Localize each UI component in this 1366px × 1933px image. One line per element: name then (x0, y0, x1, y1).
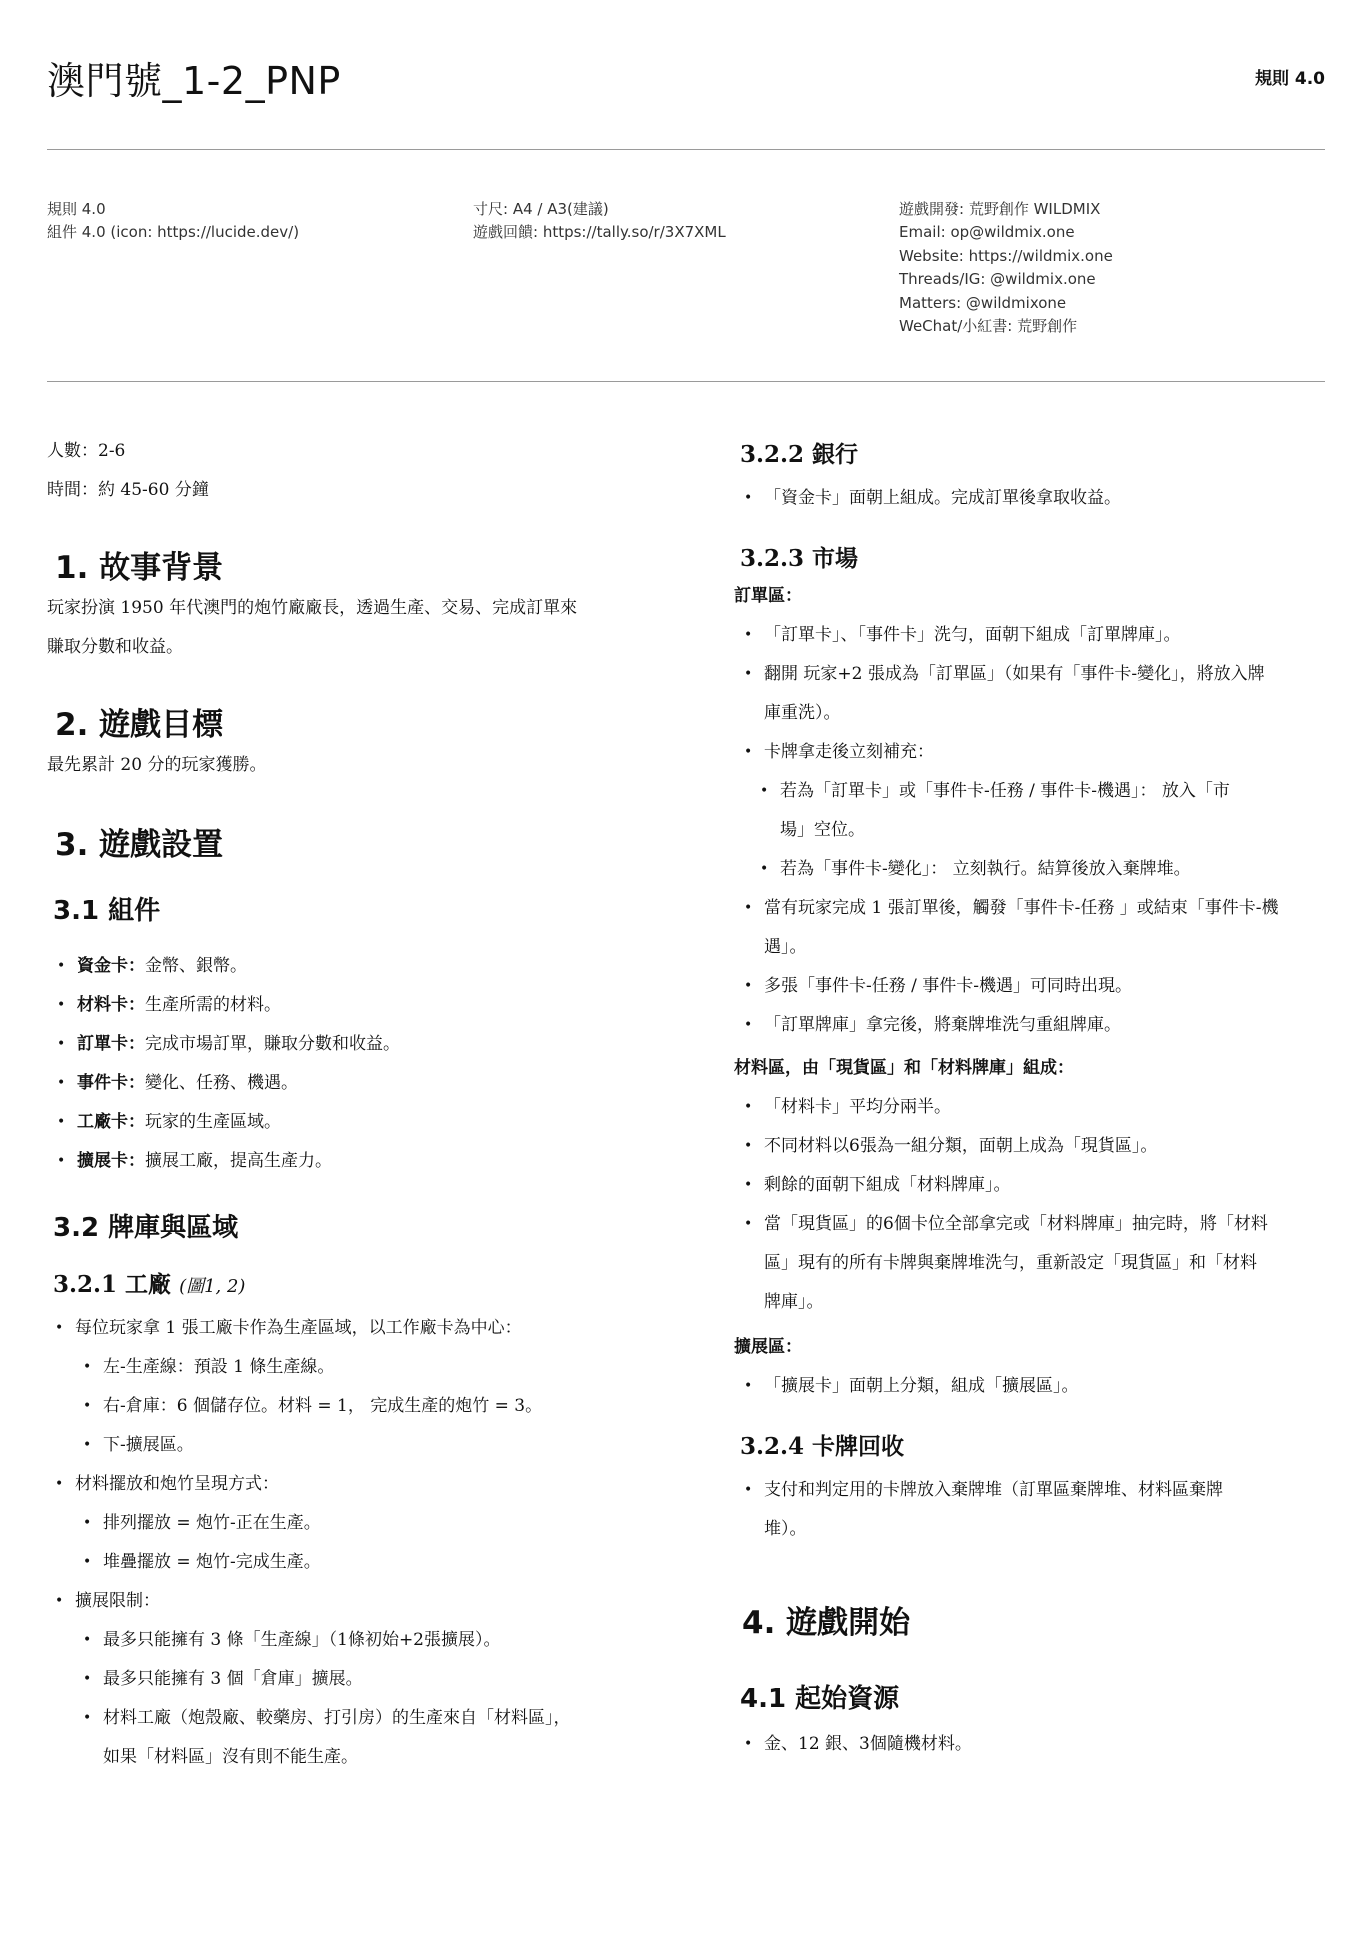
list-item: • 卡牌拿走後立刻補充： (764, 733, 1334, 772)
section-2-heading: 2. 遊戲目標 (55, 707, 224, 743)
meta-size-column (473, 198, 726, 245)
play-time: 時間：約 45-60 分鐘 (47, 480, 209, 500)
section-1-heading: 1. 故事背景 (55, 550, 224, 586)
version-label: 規則 4.0 (1254, 69, 1325, 89)
list-item: • 資金卡：金幣、銀幣。 (77, 947, 647, 986)
section-3-2-2-heading: 3.2.2 銀行 (740, 441, 859, 468)
list-item: • 擴展限制： (75, 1582, 647, 1621)
section-3-2-4-heading: 3.2.4 卡牌回收 (740, 1433, 905, 1460)
list-item: • 材料卡：生產所需的材料。 (77, 986, 647, 1025)
section-3-heading: 3. 遊戲設置 (55, 827, 224, 863)
section-4-1-heading: 4.1 起始資源 (740, 1684, 900, 1714)
material-list (764, 1088, 1334, 1322)
list-item: • 當「現貨區」的6個卡位全部拿完或「材料牌庫」抽完時，將「材料 區」現有的所有卡牌與棄牌堆洗勻，重新設定「現貨區」和「材料 牌庫」。 (764, 1205, 1334, 1322)
section-4-heading: 4. 遊戲開始 (742, 1605, 911, 1641)
story-text-line: 賺取分數和收益。 (47, 637, 183, 657)
order-list (764, 616, 1334, 1045)
list-item: • 若為「訂單卡」或「事件卡-任務 / 事件卡-機遇」： 放入「市 場」空位。 (780, 772, 1334, 850)
expansion-area-label: 擴展區： (734, 1337, 802, 1357)
meta-line: 遊戲回饋: https://tally.so/r/3X7XML (473, 223, 726, 242)
list-item: • 材料工廠（炮殼廠、較藥房、打引房）的生產來自「材料區」， 如果「材料區」沒有則不能生產。 (103, 1699, 647, 1777)
meta-line: WeChat/小紅書: 荒野創作 (899, 317, 1078, 336)
meta-line: Website: https://wildmix.one (899, 246, 1113, 265)
meta-line: 遊戲開發: 荒野創作 WILDMIX (899, 200, 1101, 218)
goal-text: 最先累計 20 分的玩家獲勝。 (47, 755, 267, 775)
header-divider (47, 149, 1325, 150)
right-column (734, 432, 1334, 1764)
list-item: • 若為「事件卡-變化」： 立刻執行。結算後放入棄牌堆。 (780, 850, 1334, 889)
list-item: • 金、12 銀、3個隨機材料。 (764, 1725, 1334, 1764)
meta-line: 寸尺: A4 / A3(建議) (473, 200, 609, 218)
meta-developer-column (899, 198, 1113, 338)
meta-line: Threads/IG: @wildmix.one (899, 270, 1096, 289)
factory-list (75, 1309, 647, 1777)
list-item: • 不同材料以6張為一組分類，面朝上成為「現貨區」。 (764, 1127, 1334, 1166)
list-item: • 擴展卡：擴展工廠，提高生產力。 (77, 1142, 647, 1181)
list-item: • 材料擺放和炮竹呈現方式： (75, 1465, 647, 1504)
list-item: • 訂單卡：完成市場訂單，賺取分數和收益。 (77, 1025, 647, 1064)
meta-line: Matters: @wildmixone (899, 293, 1067, 312)
list-item: • 堆疊擺放 = 炮竹-完成生產。 (103, 1543, 647, 1582)
section-3-2-3-heading: 3.2.3 市場 (740, 545, 859, 572)
list-item: • 最多只能擁有 3 條「生產線」（1條初始+2張擴展）。 (103, 1621, 647, 1660)
order-area-label: 訂單區： (734, 586, 802, 606)
list-item: • 右-倉庫：6 個儲存位。材料 = 1， 完成生產的炮竹 = 3。 (103, 1387, 647, 1426)
list-item: • 排列擺放 = 炮竹-正在生產。 (103, 1504, 647, 1543)
list-item: • 「訂單卡」、「事件卡」洗勻，面朝下組成「訂單牌庫」。 (764, 616, 1334, 655)
list-item: • 當有玩家完成 1 張訂單後，觸發「事件卡-任務 」或結束「事件卡-機 遇」。 (764, 889, 1334, 967)
list-item: • 最多只能擁有 3 個「倉庫」擴展。 (103, 1660, 647, 1699)
section-3-1-heading: 3.1 組件 (53, 896, 161, 926)
list-item: • 事件卡：變化、任務、機遇。 (77, 1064, 647, 1103)
list-item: • 剩餘的面朝下組成「材料牌庫」。 (764, 1166, 1334, 1205)
meta-line: Email: op@wildmix.one (899, 223, 1075, 242)
list-item: • 「材料卡」平均分兩半。 (764, 1088, 1334, 1127)
story-text-line: 玩家扮演 1950 年代澳門的炮竹廠廠長，透過生產、交易、完成訂單來 (47, 598, 578, 618)
components-list (77, 947, 647, 1181)
list-item: • 下-擴展區。 (103, 1426, 647, 1465)
list-item: • 工廠卡：玩家的生產區域。 (77, 1103, 647, 1142)
list-item: • 多張「事件卡-任務 / 事件卡-機遇」可同時出現。 (764, 967, 1334, 1006)
meta-divider (47, 381, 1325, 382)
expansion-list (764, 1367, 1334, 1406)
material-area-label: 材料區，由「現貨區」和「材料牌庫」組成： (734, 1058, 1074, 1078)
section-3-2-heading: 3.2 牌庫與區域 (53, 1213, 239, 1243)
list-item: • 每位玩家拿 1 張工廠卡作為生產區域，以工作廠卡為中心： (75, 1309, 647, 1348)
left-column (47, 432, 647, 1777)
section-3-2-1-heading: 3.2.1 工廠 (圖1, 2) (53, 1271, 246, 1298)
start-resources-list (764, 1725, 1334, 1764)
document-title: 澳門號_1-2_PNP (47, 59, 341, 103)
figure-reference: (圖1, 2) (179, 1276, 246, 1297)
list-item: • 支付和判定用的卡牌放入棄牌堆（訂單區棄牌堆、材料區棄牌 堆）。 (764, 1471, 1334, 1549)
list-item: • 翻開 玩家+2 張成為「訂單區」（如果有「事件卡-變化」，將放入牌 庫重洗）。 (764, 655, 1334, 733)
meta-line: 規則 4.0 (47, 200, 106, 218)
list-item: • 「訂單牌庫」拿完後，將棄牌堆洗勻重組牌庫。 (764, 1006, 1334, 1045)
bank-list (764, 479, 1334, 518)
recycle-list (764, 1471, 1334, 1549)
meta-line: 組件 4.0 (icon: https://lucide.dev/) (47, 223, 300, 242)
list-item: • 「擴展卡」面朝上分類，組成「擴展區」。 (764, 1367, 1334, 1406)
meta-rules-column (47, 198, 299, 245)
list-item: • 「資金卡」面朝上組成。完成訂單後拿取收益。 (764, 479, 1334, 518)
list-item: • 左-生產線：預設 1 條生產線。 (103, 1348, 647, 1387)
player-count: 人數：2-6 (47, 441, 126, 461)
